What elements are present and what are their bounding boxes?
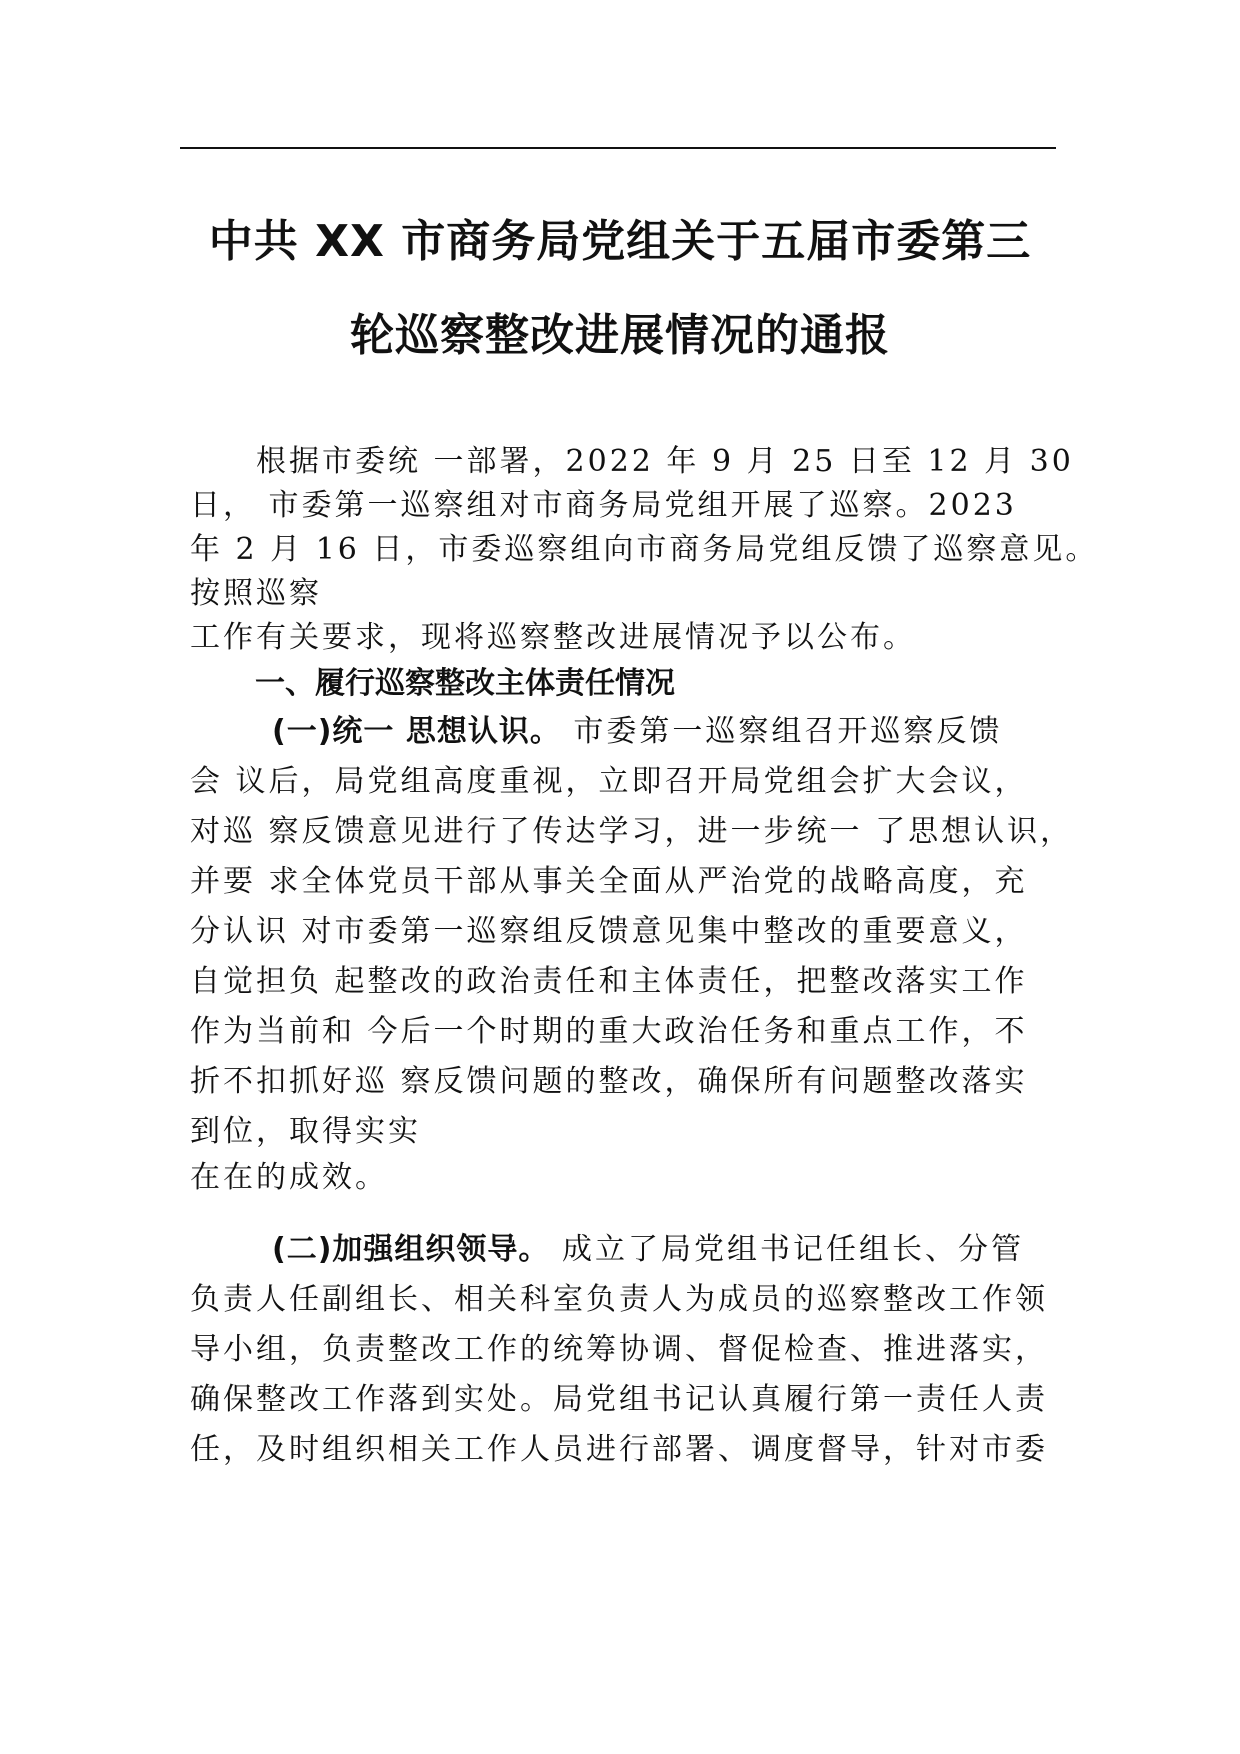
item-1-line-7: 作为当前和 今后一个时期的重大政治任务和重点工作，不 bbox=[190, 1014, 1028, 1049]
item-1-line-4: 并要 求全体党员干部从事关全面从严治党的战略高度，充 bbox=[190, 864, 1028, 899]
item-2-line-4: 确保整改工作落到实处。局党组书记认真履行第一责任人责 bbox=[190, 1382, 1048, 1417]
header-rule bbox=[180, 147, 1056, 149]
document-title-line-2: 轮巡察整改进展情况的通报 bbox=[350, 310, 890, 361]
document-title-line-1: 中共 XX 市商务局党组关于五届市委第三 bbox=[208, 216, 1032, 267]
item-1-line-3: 对巡 察反馈意见进行了传达学习，进一步统一 了思想认识， bbox=[190, 814, 1074, 849]
item-2-line-5: 任，及时组织相关工作人员进行部署、调度督导，针对市委 bbox=[190, 1432, 1048, 1467]
item-1-line-10: 在在的成效。 bbox=[190, 1160, 388, 1195]
intro-line-2: 日， 市委第一巡察组对市商务局党组开展了巡察。2023 bbox=[190, 488, 1017, 523]
section-1-heading: 一、履行巡察整改主体责任情况 bbox=[255, 666, 675, 701]
item-1-line-2: 会 议后，局党组高度重视，立即召开局党组会扩大会议， bbox=[190, 764, 1028, 799]
item-1-line-9: 到位，取得实实 bbox=[190, 1114, 421, 1149]
intro-line-1: 根据市委统 一部署，2022 年 9 月 25 日至 12 月 30 bbox=[190, 444, 1074, 479]
item-1-line-8: 折不扣抓好巡 察反馈问题的整改，确保所有问题整改落实 bbox=[190, 1064, 1028, 1099]
item-2-first-line-rest: 成立了局党组书记任组长、分管 bbox=[549, 1232, 1024, 1267]
item-1-first-line-rest: 市委第一巡察组召开巡察反馈 bbox=[560, 714, 1003, 749]
item-1-line-6: 自觉担负 起整改的政治责任和主体责任，把整改落实工作 bbox=[190, 964, 1028, 999]
item-1-lead: (一)统一 思想认识。 bbox=[272, 714, 561, 749]
intro-line-5: 工作有关要求，现将巡察整改进展情况予以公布。 bbox=[190, 620, 916, 655]
item-2-lead: (二)加强组织领导。 bbox=[272, 1232, 550, 1267]
item-2-line-3: 导小组，负责整改工作的统筹协调、督促检查、推进落实， bbox=[190, 1332, 1048, 1367]
item-1-line-1 bbox=[190, 710, 1090, 754]
item-2-line-1 bbox=[190, 1228, 1090, 1272]
item-1-line-5: 分认识 对市委第一巡察组反馈意见集中整改的重要意义， bbox=[190, 914, 1028, 949]
intro-line-3: 年 2 月 16 日，市委巡察组向市商务局党组反馈了巡察意见。 bbox=[190, 532, 1099, 567]
intro-line-4: 按照巡察 bbox=[190, 576, 322, 611]
item-2-line-2: 负责人任副组长、相关科室负责人为成员的巡察整改工作领 bbox=[190, 1282, 1048, 1317]
